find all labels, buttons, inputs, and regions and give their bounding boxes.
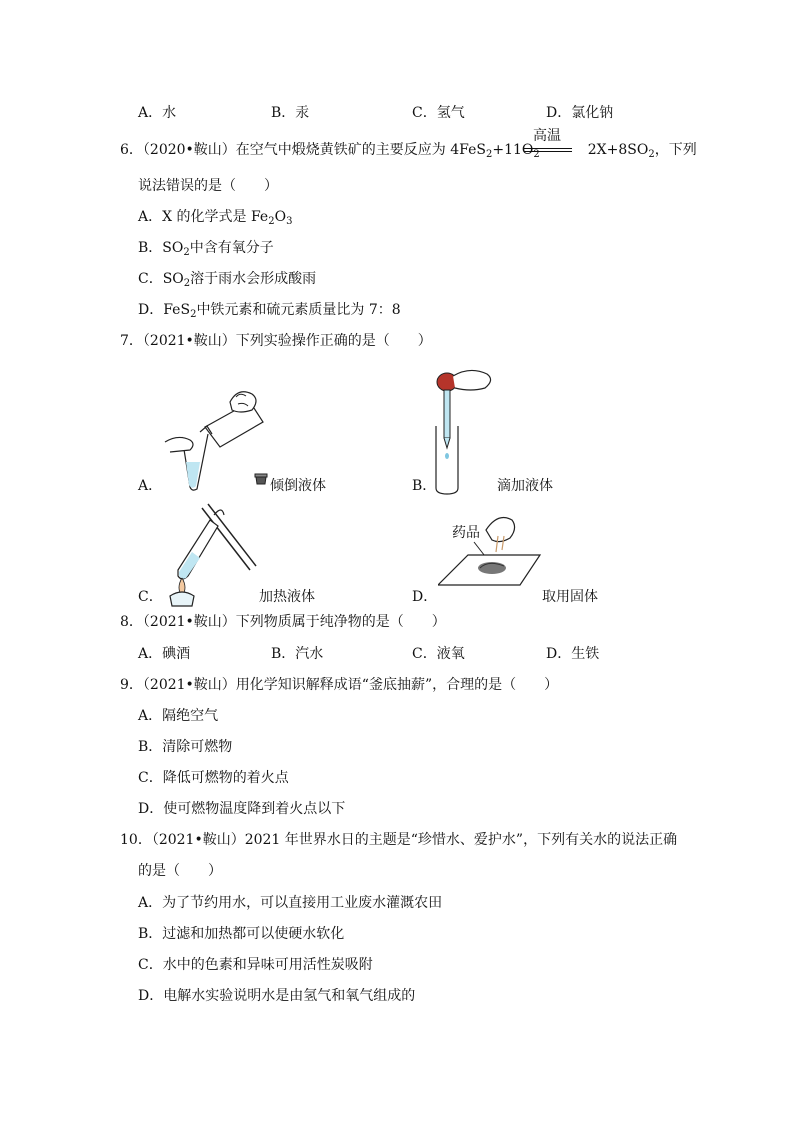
q7-caption-c: 加热液体	[259, 589, 315, 605]
q8-option-a: A．碘酒	[138, 646, 191, 662]
q6-sub: 2	[183, 247, 190, 258]
q10-option-b: B．过滤和加热都可以使硬水软化	[138, 926, 345, 942]
q5-option-a: A．水	[138, 105, 177, 121]
q6-equals-bar	[524, 148, 572, 152]
q6-opt-b-pre: B．SO	[138, 240, 184, 256]
q9-stem: 9．（2021•鞍山）用化学知识解释成语“釜底抽薪”，合理的是（ ）	[120, 677, 559, 693]
q7-caption-d: 取用固体	[542, 589, 598, 605]
q6-opt-a-o: O	[274, 209, 287, 225]
q10-option-a: A．为了节约用水，可以直接用工业废水灌溉农田	[138, 895, 443, 911]
q6-sub: 2	[648, 149, 655, 160]
q6-opt-b-post: 中含有氧分子	[189, 240, 274, 256]
q6-option-c	[138, 269, 316, 289]
q6-sub: 2	[190, 309, 197, 320]
q10-stem-line1: 10．（2021•鞍山）2021 年世界水日的主题是“珍惜水、爱护水”，下列有关水的说法正确	[120, 832, 678, 848]
q7-stem: 7．（2021•鞍山）下列实验操作正确的是（ ）	[120, 333, 432, 349]
q6-stem-line1	[120, 140, 697, 160]
q6-sub: 2	[183, 278, 191, 289]
q6-sub: 3	[286, 216, 293, 227]
q6-stem-prefix: 6．（2020•鞍山）在空气中煅烧黄铁矿的主要反应为 4FeS	[120, 142, 486, 158]
q9-option-d: D．使可燃物温度降到着火点以下	[138, 801, 346, 817]
stopper-icon	[254, 472, 268, 486]
q8-stem: 8．（2021•鞍山）下列物质属于纯净物的是（ ）	[120, 614, 446, 630]
q6-sub: 2	[533, 149, 540, 160]
q9-option-a: A．隔绝空气	[138, 708, 219, 724]
q6-o2: +11O	[492, 142, 534, 158]
q9-option-b: B．清除可燃物	[138, 739, 233, 755]
q7-label-a: A．	[138, 478, 163, 494]
q8-option-d: D．生铁	[546, 646, 600, 662]
q5-option-d: D．氯化钠	[546, 105, 614, 121]
q6-opt-c-pre: C．SO	[138, 271, 184, 287]
taking-solid-figure	[438, 510, 548, 590]
q10-option-d: D．电解水实验说明水是由氢气和氧气组成的	[138, 988, 416, 1004]
heating-liquid-figure	[162, 500, 262, 610]
q7-label-c: C．	[138, 589, 163, 605]
q7-label-b: B．	[412, 478, 437, 494]
q7-label-d: D．	[412, 589, 438, 605]
q6-opt-d-pre: D．FeS	[138, 302, 191, 318]
q10-stem-line2: 的是（ ）	[138, 863, 222, 879]
q8-option-c: C．液氧	[412, 646, 465, 662]
q7-drug-label: 药品	[452, 525, 480, 541]
q6-sub: 2	[485, 149, 493, 160]
q6-opt-c-post: 溶于雨水会形成酸雨	[190, 271, 317, 287]
q6-option-b	[138, 238, 274, 258]
q7-caption-b: 滴加液体	[497, 478, 553, 494]
q5-option-c: C．氢气	[412, 105, 465, 121]
q6-option-a	[138, 207, 292, 227]
q5-option-b: B．汞	[271, 105, 310, 121]
q10-option-c: C．水中的色素和异味可用活性炭吸附	[138, 957, 373, 973]
q9-option-c: C．降低可燃物的着火点	[138, 770, 289, 786]
q6-products: 2X+8SO	[587, 142, 649, 158]
q7-caption-a: 倾倒液体	[270, 478, 326, 494]
q6-stem-line2: 说法错误的是（ ）	[138, 178, 278, 194]
dropping-liquid-figure	[425, 366, 505, 496]
q6-condition: 高温	[533, 128, 561, 144]
q6-option-d	[138, 300, 401, 320]
q6-opt-d-post: 中铁元素和硫元素质量比为 7：8	[196, 302, 401, 318]
q6-opt-a-text: A．X 的化学式是 Fe	[138, 209, 269, 225]
q8-option-b: B．汽水	[271, 646, 324, 662]
q6-sub: 2	[268, 216, 275, 227]
q6-stem-suffix: ，下列	[654, 142, 697, 158]
